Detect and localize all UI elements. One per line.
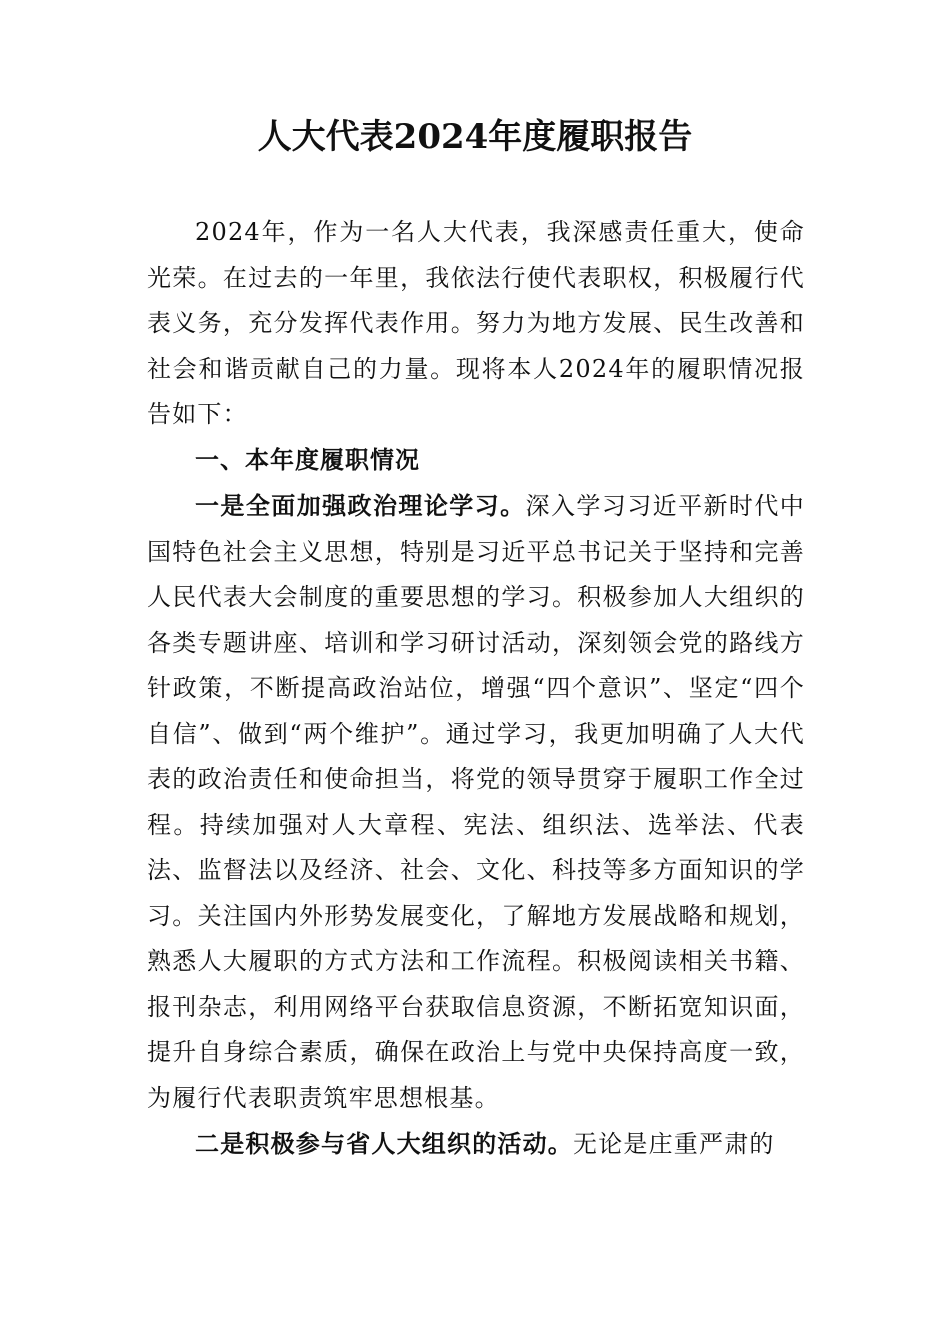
item-1-text: 深入学习习近平新时代中国特色社会主义思想，特别是习近平总书记关于坚持和完善人民代表大会制度的重要思想的学习。积极参加人大组织的各类专题讲座、培训和学习研讨活动，深刻领会党的路线方针政策，不断提高政治站位，增强“四个意识”、坚定“四个自信”、做到“两个维护”。通过学习，我更加明确了人大代表的政治责任和使命担当，将党的领导贯穿于履职工作全过程。持续加强对人大章程、宪法、组织法、选举法、代表法、监督法以及经济、社会、文化、科技等多方面知识的学习。关注国内外形势发展变化，了解地方发展战略和规划，熟悉人大履职的方式方法和工作流程。积极阅读相关书籍、报刊杂志，利用网络平台获取信息资源，不断拓宽知识面，提升自身综合素质，确保在政治上与党中央保持高度一致，为履行代表职责筑牢思想根基。 — [147, 492, 805, 1112]
document-body — [147, 210, 805, 1168]
item-2-paragraph — [147, 1121, 805, 1168]
section-heading: 一、本年度履职情况 — [195, 445, 420, 474]
item-1-lead: 一是全面加强政治理论学习。 — [195, 491, 526, 520]
intro-paragraph: 2024年，作为一名人大代表，我深感责任重大，使命光荣。在过去的一年里，我依法行使代表职权，积极履行代表义务，充分发挥代表作用。努力为地方发展、民生改善和社会和谐贡献自己的力量。现将本人2024年的履职情况报告如下： — [147, 218, 805, 428]
document-title: 人大代表2024年度履职报告 — [257, 117, 693, 157]
item-1-paragraph — [147, 483, 805, 1121]
item-2-lead: 二是积极参与省人大组织的活动。 — [195, 1129, 573, 1158]
item-2-text: 无论是庄重严肃的 — [573, 1130, 775, 1158]
